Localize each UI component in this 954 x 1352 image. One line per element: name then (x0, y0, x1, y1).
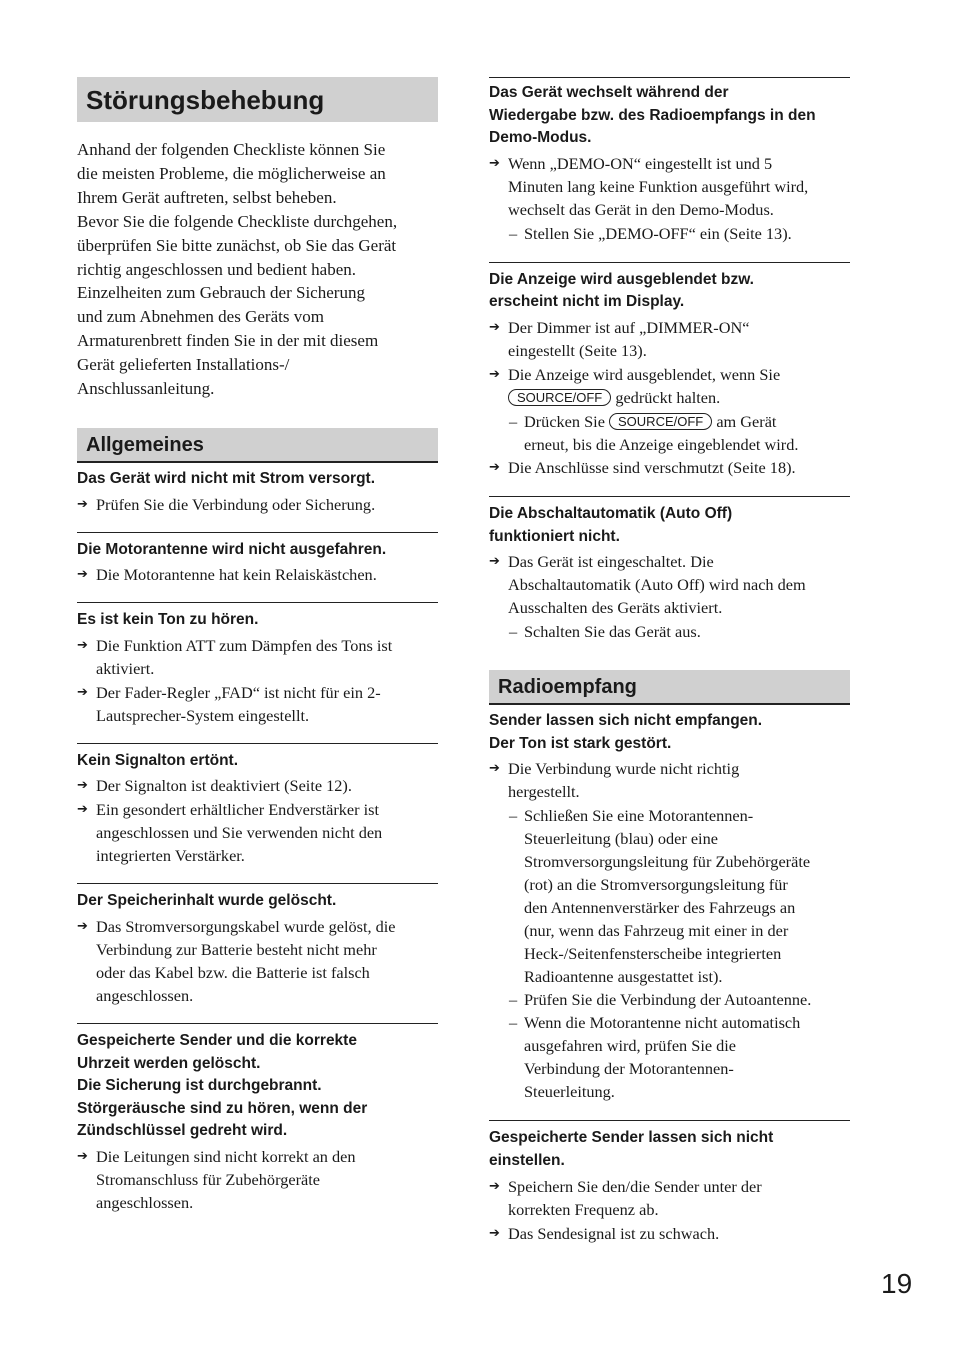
arrow-icon: ➔ (489, 554, 500, 570)
issue-stations-erased (77, 1023, 438, 1214)
sub-item: – Stellen Sie „DEMO-OFF“ ein (Seite 13). (509, 223, 792, 243)
sub-item: – Prüfen Sie die Verbindung der Autoantenne. (509, 990, 812, 1010)
dash-mark: – (509, 622, 518, 642)
issue-title: Die Anzeige wird ausgeblendet bzw. erscheint nicht im Display. (489, 270, 754, 311)
source-off-button: SOURCE/OFF (508, 389, 611, 406)
page-title: Störungsbehebung (77, 77, 438, 122)
sub-item: – Drücken Sie SOURCE/OFF am Gerät erneut, bis die Anzeige eingeblendet wird. (509, 411, 799, 454)
dash-mark: – (509, 223, 518, 243)
arrow-icon: ➔ (77, 496, 88, 512)
arrow-icon: ➔ (489, 459, 500, 475)
arrow-icon: ➔ (77, 778, 88, 794)
solution-item: ➔ Die Motorantenne hat kein Relaiskästchen. (77, 565, 377, 585)
solution-item: ➔ Der Dimmer ist auf „DIMMER-ON“ eingestellt (Seite 13). (489, 317, 750, 360)
solution-item: ➔ Die Anschlüsse sind verschmutzt (Seite 18). (489, 457, 796, 477)
issue-title: Das Gerät wird nicht mit Strom versorgt. (77, 469, 376, 487)
section-heading-radioempfang: Radioempfang (489, 670, 850, 705)
arrow-icon: ➔ (489, 319, 500, 335)
issue-auto-off (489, 496, 850, 643)
dash-mark: – (509, 806, 518, 826)
solution-item: ➔ Die Leitungen sind nicht korrekt an den Stromanschluss für Zubehörgeräte angeschlossen. (77, 1146, 356, 1212)
arrow-icon: ➔ (77, 567, 88, 583)
right-column (489, 77, 850, 1246)
issue-title: Es ist kein Ton zu hören. (77, 611, 259, 629)
sub-item: – Wenn die Motorantenne nicht automatisch ausgefahren wird, prüfen Sie die Verbindung der Motorantennen- Steuerleitung. (509, 1013, 801, 1102)
solution-item: ➔ Das Gerät ist eingeschaltet. Die Abschaltautomatik (Auto Off) wird nach dem Ausschalten des Geräts aktiviert. (489, 552, 806, 618)
solution-item: ➔ Speichern Sie den/die Sender unter der korrekten Frequenz ab. (489, 1176, 762, 1219)
intro-paragraph: Anhand der folgenden Checkliste können Sie die meisten Probleme, die möglicherweise an Ihrem Gerät auftreten, selbst beheben. Bevor Sie die folgende Checkliste durchgehen, überprüfen Sie bitte zunächst, ob Sie das Gerät richtig angeschlossen und bedient haben. Einzelheiten zum Gebrauch der Sicherung und zum Abnehmen des Geräts vom Armaturenbrett finden Sie in der mit diesem Gerät gelieferten Installations-/ Anschlussanleitung. (77, 140, 398, 399)
solution-item: ➔ Ein gesondert erhältlicher Endverstärker ist angeschlossen und Sie verwenden nicht den integrierten Verstärker. (77, 800, 383, 866)
solution-item: ➔ Prüfen Sie die Verbindung oder Sicherung. (77, 494, 376, 514)
section-heading-allgemeines: Allgemeines (77, 428, 438, 463)
dash-mark: – (509, 411, 518, 431)
solution-item: ➔ Der Fader-Regler „FAD“ ist nicht für ein 2- Lautsprecher-System eingestellt. (77, 682, 381, 725)
page-number: 19 (881, 1268, 913, 1299)
source-off-button: SOURCE/OFF (609, 413, 712, 430)
arrow-icon: ➔ (489, 1225, 500, 1241)
issue-demo-mode (489, 77, 850, 245)
issue-no-reception (489, 705, 850, 1103)
issue-antenna (77, 532, 438, 587)
arrow-icon: ➔ (489, 155, 500, 171)
issue-title: Die Motorantenne wird nicht ausgefahren. (77, 540, 387, 558)
issue-no-beep (77, 743, 438, 868)
left-column (77, 77, 438, 1215)
issue-title: Der Speicherinhalt wurde gelöscht. (77, 892, 337, 910)
solution-item: ➔ Die Funktion ATT zum Dämpfen des Tons ist aktiviert. (77, 635, 393, 678)
arrow-icon: ➔ (77, 637, 88, 653)
sub-item: – Schließen Sie eine Motorantennen- Steuerleitung (blau) oder eine Stromversorgungsleitung für Zubehörgeräte (rot) an die Stromversorgungsleitung für den Antennenverstärker des Fahrzeugs an (nur, wenn das Fahrzeug mit einer in der Heck-/Seitenfensterscheibe integrierten Radioantenne ausgestattet ist). (509, 806, 811, 987)
issue-title: Die Abschaltautomatik (Auto Off) funktioniert nicht. (489, 504, 733, 545)
issue-title: Gespeicherte Sender und die korrekte Uhrzeit werden gelöscht. Die Sicherung ist durchgebrannt. Störgeräusche sind zu hören, wenn der Zündschlüssel gedreht wird. (77, 1031, 368, 1140)
sub-item: – Schalten Sie das Gerät aus. (509, 622, 701, 642)
issue-preset-stations (489, 1120, 850, 1244)
issue-no-power (77, 463, 438, 516)
issue-display-off (489, 262, 850, 479)
solution-item: ➔ Die Verbindung wurde nicht richtig hergestellt. (489, 759, 740, 802)
issue-title: Gespeicherte Sender lassen sich nicht einstellen. (489, 1129, 774, 1169)
arrow-icon: ➔ (77, 684, 88, 700)
arrow-icon: ➔ (489, 366, 500, 382)
solution-item: ➔ Wenn „DEMO-ON“ eingestellt ist und 5 Minuten lang keine Funktion ausgeführt wird, wechselt das Gerät in den Demo-Modus. (489, 153, 809, 219)
dash-mark: – (509, 990, 518, 1010)
issue-title: Sender lassen sich nicht empfangen. Der Ton ist stark gestört. (489, 712, 763, 752)
issue-title: Kein Signalton ertönt. (77, 751, 239, 769)
arrow-icon: ➔ (77, 1148, 88, 1164)
issue-no-sound (77, 602, 438, 727)
solution-item: ➔ Das Sendesignal ist zu schwach. (489, 1223, 720, 1243)
arrow-icon: ➔ (489, 1178, 500, 1194)
arrow-icon: ➔ (77, 802, 88, 818)
arrow-icon: ➔ (77, 918, 88, 934)
issue-memory-erased (77, 883, 438, 1007)
issue-title: Das Gerät wechselt während der Wiedergabe bzw. des Radioempfangs in den Demo-Modus. (489, 84, 816, 147)
solution-item: ➔ Die Anzeige wird ausgeblendet, wenn Sie SOURCE/OFF gedrückt halten. (489, 364, 781, 407)
dash-mark: – (509, 1013, 518, 1033)
solution-item: ➔ Das Stromversorgungskabel wurde gelöst, die Verbindung zur Batterie besteht nicht mehr oder das Kabel bzw. die Batterie ist falsch angeschlossen. (77, 916, 396, 1005)
arrow-icon: ➔ (489, 761, 500, 777)
solution-item: ➔ Der Signalton ist deaktiviert (Seite 12). (77, 776, 352, 796)
